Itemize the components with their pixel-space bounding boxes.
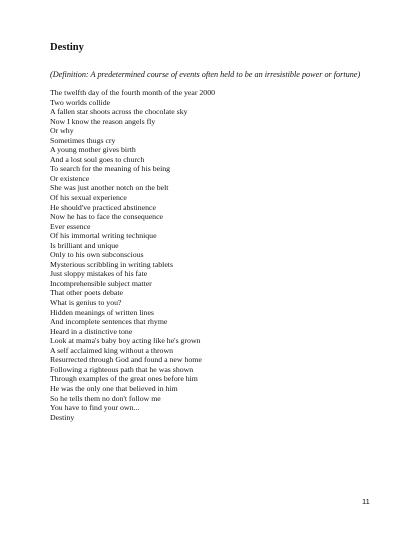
poem-line: Look at mama's baby boy acting like he's grown [50,336,201,346]
poem-line: He should've practiced abstinence [50,202,156,212]
poem-line: Ever essence [50,221,91,231]
poem-line: Resurrected through God and found a new home [50,355,202,365]
poem-line: Two worlds collide [50,97,111,107]
poem-line: And a lost soul goes to church [50,154,145,164]
poem-line: Heard in a distinctive tone [50,326,133,336]
poem-line: A young mother gives birth [50,145,136,155]
poem-body [50,88,215,422]
poem-line: Is brilliant and unique [50,240,119,250]
poem-line: Sometimes thugs cry [50,135,116,145]
poem-line: She was just another notch on the belt [50,183,169,193]
poem-line: Or existence [50,173,90,183]
poem-line: So he tells them no don't follow me [50,393,161,403]
poem-line: Or why [50,126,74,136]
poem-line: He was the only one that believed in him [50,383,178,393]
poem-line: The twelfth day of the fourth month of the year 2000 [50,88,215,97]
poem-line: What is genius to you? [50,298,122,308]
poem-line: That other poets debate [50,288,123,298]
poem-line: A self acclaimed king without a thrown [50,345,173,355]
poem-line: You have to find your own... [50,403,140,413]
poem-line: Hidden meanings of written lines [50,307,154,317]
poem-line: A fallen star shoots across the chocolate sky [50,107,188,117]
poem-line: Now I know the reason angels fly [50,116,156,126]
poem-line: Now he has to face the consequence [50,212,164,222]
poem-line: Of his immortal writing technique [50,231,157,241]
definition-note: (Definition: A predetermined course of events often held to be an irresistible power or fortune) [50,70,361,79]
poem-line: Only to his own subconscious [50,250,144,260]
poem-line: Just sloppy mistakes of his fate [50,269,148,279]
poem-line: Following a righteous path that he was shown [50,364,194,374]
poem-line: To search for the meaning of his being [50,164,171,174]
poem-line: Incomprehensible subject matter [50,278,152,288]
page-number: 11 [362,497,370,506]
poem-line: Through examples of the great ones before him [50,374,198,384]
poem-title: Destiny [50,42,84,53]
poem-line: Destiny [50,412,75,422]
poem-line: And incomplete sentences that rhyme [50,317,168,327]
poem-line: Mysterious scribbling in writing tablets [50,259,174,269]
poem-line: Of his sexual experience [50,193,127,203]
